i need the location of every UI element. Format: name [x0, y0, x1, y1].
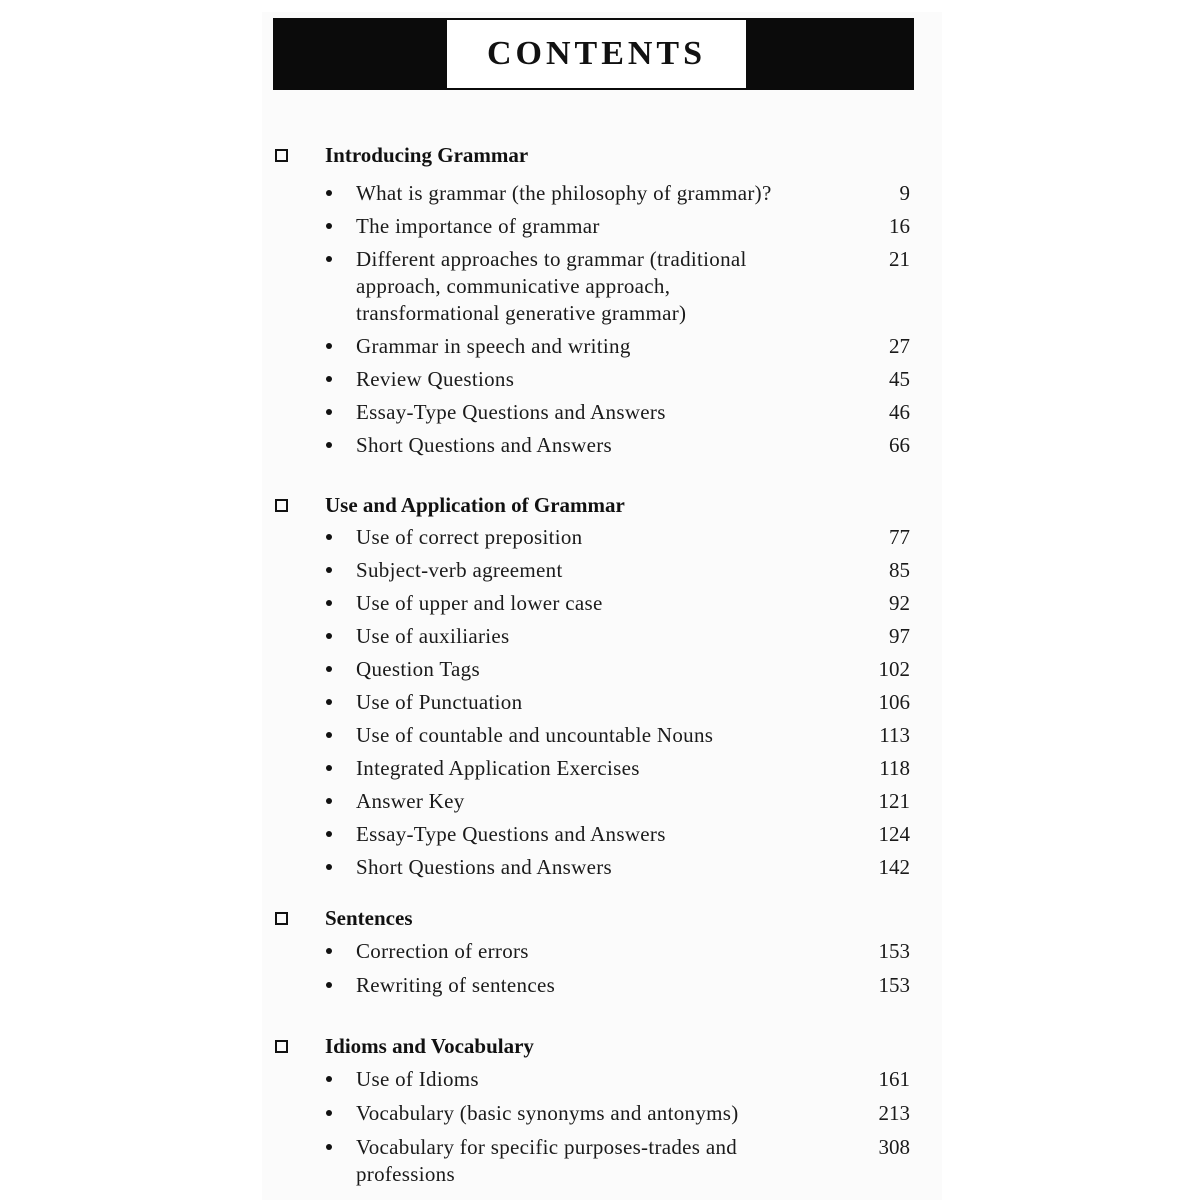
- bullet-icon: [326, 633, 332, 639]
- toc-entry-text: Vocabulary (basic synonyms and antonyms): [356, 1101, 739, 1125]
- toc-entry-text: Essay-Type Questions and Answers: [356, 822, 666, 846]
- toc-entry-text: Correction of errors: [356, 939, 529, 963]
- toc-entry-page: 161: [878, 1067, 910, 1091]
- section-title: Introducing Grammar: [325, 143, 529, 167]
- toc-entry-page: 16: [889, 214, 910, 238]
- toc-entry-text: Rewriting of sentences: [356, 973, 556, 997]
- toc-entry-text: Review Questions: [356, 367, 515, 391]
- toc-entry-text: Use of Idioms: [356, 1067, 479, 1091]
- bullet-icon: [326, 1076, 332, 1082]
- toc-entry-page: 66: [889, 433, 910, 457]
- toc-entry-page: 153: [878, 973, 910, 997]
- bullet-icon: [326, 765, 332, 771]
- bullet-icon: [326, 1144, 332, 1150]
- toc-entry-text: What is grammar (the philosophy of grammar)?: [356, 181, 772, 205]
- toc-entry-page: 45: [889, 367, 910, 391]
- toc-entry-page: 92: [889, 591, 910, 615]
- toc-entry-text: Use of Punctuation: [356, 690, 523, 714]
- toc-entry-page: 97: [889, 624, 910, 648]
- bullet-icon: [326, 567, 332, 573]
- toc-entry-page: 102: [878, 657, 910, 681]
- section-heading: [275, 903, 413, 933]
- checkbox-square-icon: [275, 499, 288, 512]
- section-title: Idioms and Vocabulary: [325, 1034, 534, 1058]
- toc-entry-text: Use of countable and uncountable Nouns: [356, 723, 714, 747]
- toc-entry-text: Vocabulary for specific purposes-trades and professions: [356, 1135, 738, 1186]
- bullet-icon: [326, 376, 332, 382]
- toc-entry-page: 213: [878, 1101, 910, 1125]
- toc-entry-page: 113: [879, 723, 910, 747]
- toc-entry-page: 153: [878, 939, 910, 963]
- toc-entry-page: 77: [889, 525, 910, 549]
- section-heading: [275, 490, 625, 520]
- bullet-icon: [326, 666, 332, 672]
- toc-entry-page: 21: [889, 247, 910, 271]
- bullet-icon: [326, 190, 332, 196]
- toc-entry-text: Answer Key: [356, 789, 465, 813]
- toc-entry-text: The importance of grammar: [356, 214, 600, 238]
- toc-entry-page: 106: [878, 690, 910, 714]
- toc-entry-text: Subject-verb agreement: [356, 558, 563, 582]
- section-title: Use and Application of Grammar: [325, 493, 625, 517]
- toc-entry-page: 27: [889, 334, 910, 358]
- toc-entry-text: Integrated Application Exercises: [356, 756, 640, 780]
- bullet-icon: [326, 534, 332, 540]
- toc-entry-text: Use of auxiliaries: [356, 624, 510, 648]
- bullet-icon: [326, 948, 332, 954]
- toc-entry-text: Use of correct preposition: [356, 525, 583, 549]
- toc-entry-text: Short Questions and Answers: [356, 433, 613, 457]
- bullet-icon: [326, 1110, 332, 1116]
- toc-entry-page: 124: [878, 822, 910, 846]
- checkbox-square-icon: [275, 149, 288, 162]
- bullet-icon: [326, 600, 332, 606]
- toc-entry-page: 118: [879, 756, 910, 780]
- bullet-icon: [326, 982, 332, 988]
- toc-entry-page: 9: [899, 181, 910, 205]
- bullet-icon: [326, 732, 332, 738]
- toc-entry-page: 85: [889, 558, 910, 582]
- bullet-icon: [326, 798, 332, 804]
- bullet-icon: [326, 831, 332, 837]
- checkbox-square-icon: [275, 912, 288, 925]
- toc-entry-page: 121: [878, 789, 910, 813]
- toc-entry-text: Different approaches to grammar (traditional approach, communicative approach, transformational generative grammar): [356, 247, 747, 325]
- bullet-icon: [326, 442, 332, 448]
- bullet-icon: [326, 699, 332, 705]
- toc-entry-page: 308: [878, 1135, 910, 1159]
- bullet-icon: [326, 223, 332, 229]
- bullet-icon: [326, 256, 332, 262]
- toc-entry-text: Use of upper and lower case: [356, 591, 603, 615]
- toc-entry-text: Short Questions and Answers: [356, 855, 613, 879]
- checkbox-square-icon: [275, 1040, 288, 1053]
- toc-entry-text: Essay-Type Questions and Answers: [356, 400, 666, 424]
- header-title-box: [447, 20, 746, 88]
- bullet-icon: [326, 409, 332, 415]
- bullet-icon: [326, 343, 332, 349]
- toc-entry-text: Question Tags: [356, 657, 480, 681]
- page-title: CONTENTS: [486, 35, 707, 72]
- toc-entry-page: 46: [889, 400, 910, 424]
- bullet-icon: [326, 864, 332, 870]
- section-title: Sentences: [325, 906, 413, 930]
- toc-entry-page: 142: [878, 855, 910, 879]
- section-heading: [275, 1031, 534, 1061]
- section-heading: [275, 140, 529, 170]
- toc-entry-text: Grammar in speech and writing: [356, 334, 631, 358]
